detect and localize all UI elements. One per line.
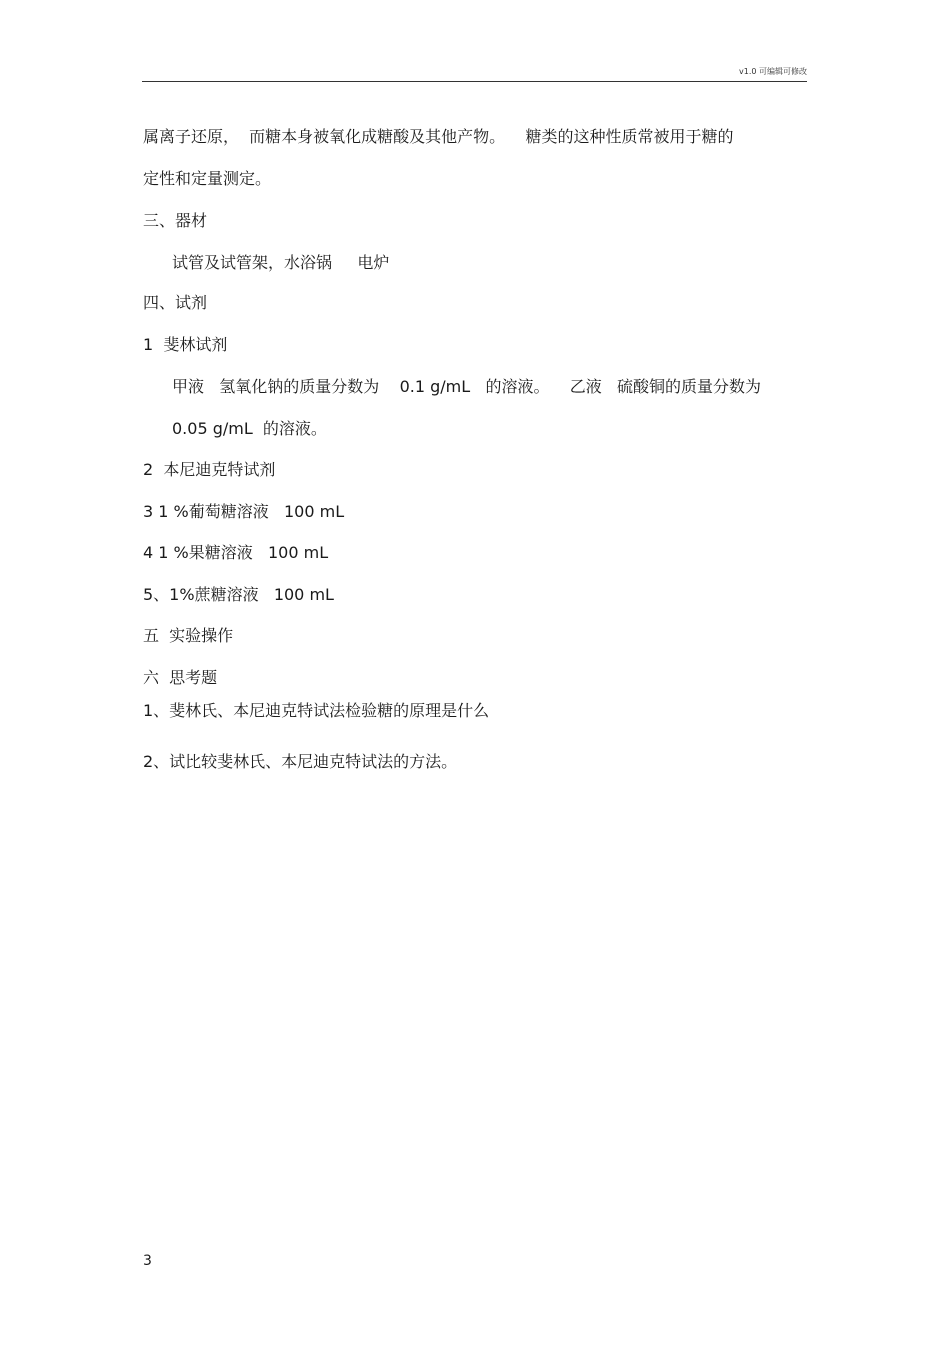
- section-reagents-title: 四、试剂: [143, 293, 208, 312]
- reagent-1-description-line-2: 0.05 g/mL 的溶液。: [172, 419, 327, 438]
- question-1: 1、斐林氏、本尼迪克特试法检验糖的原理是什么: [143, 701, 490, 720]
- reagent-1-title: 1 斐林试剂: [143, 335, 228, 354]
- paragraph-continuation-line-1: 属离子还原， 而糖本身被氧化成糖酸及其他产物。 糖类的这种性质常被用于糖的: [143, 127, 734, 146]
- header-divider: [142, 81, 807, 82]
- reagent-1-description-line-1: 甲液 氢氧化钠的质量分数为 0.1 g/mL 的溶液。 乙液 硫酸铜的质量分数为: [172, 377, 762, 396]
- question-2: 2、试比较斐林氏、本尼迪克特试法的方法。: [143, 752, 458, 771]
- reagent-2: 2 本尼迪克特试剂: [143, 460, 276, 479]
- version-note: v1.0 可编辑可修改: [739, 67, 807, 76]
- section-equipment-title: 三、器材: [143, 211, 208, 230]
- paragraph-continuation-line-2: 定性和定量测定。: [143, 169, 272, 188]
- section-questions-title: 六 思考题: [143, 668, 218, 687]
- section-procedure-title: 五 实验操作: [143, 626, 234, 645]
- reagent-3: 3 1 %葡萄糖溶液 100 mL: [143, 502, 345, 521]
- page-number: 3: [143, 1253, 152, 1269]
- reagent-4: 4 1 %果糖溶液 100 mL: [143, 543, 329, 562]
- equipment-list: 试管及试管架，水浴锅 电炉: [172, 253, 390, 272]
- reagent-5: 5、1%蔗糖溶液 100 mL: [143, 585, 334, 604]
